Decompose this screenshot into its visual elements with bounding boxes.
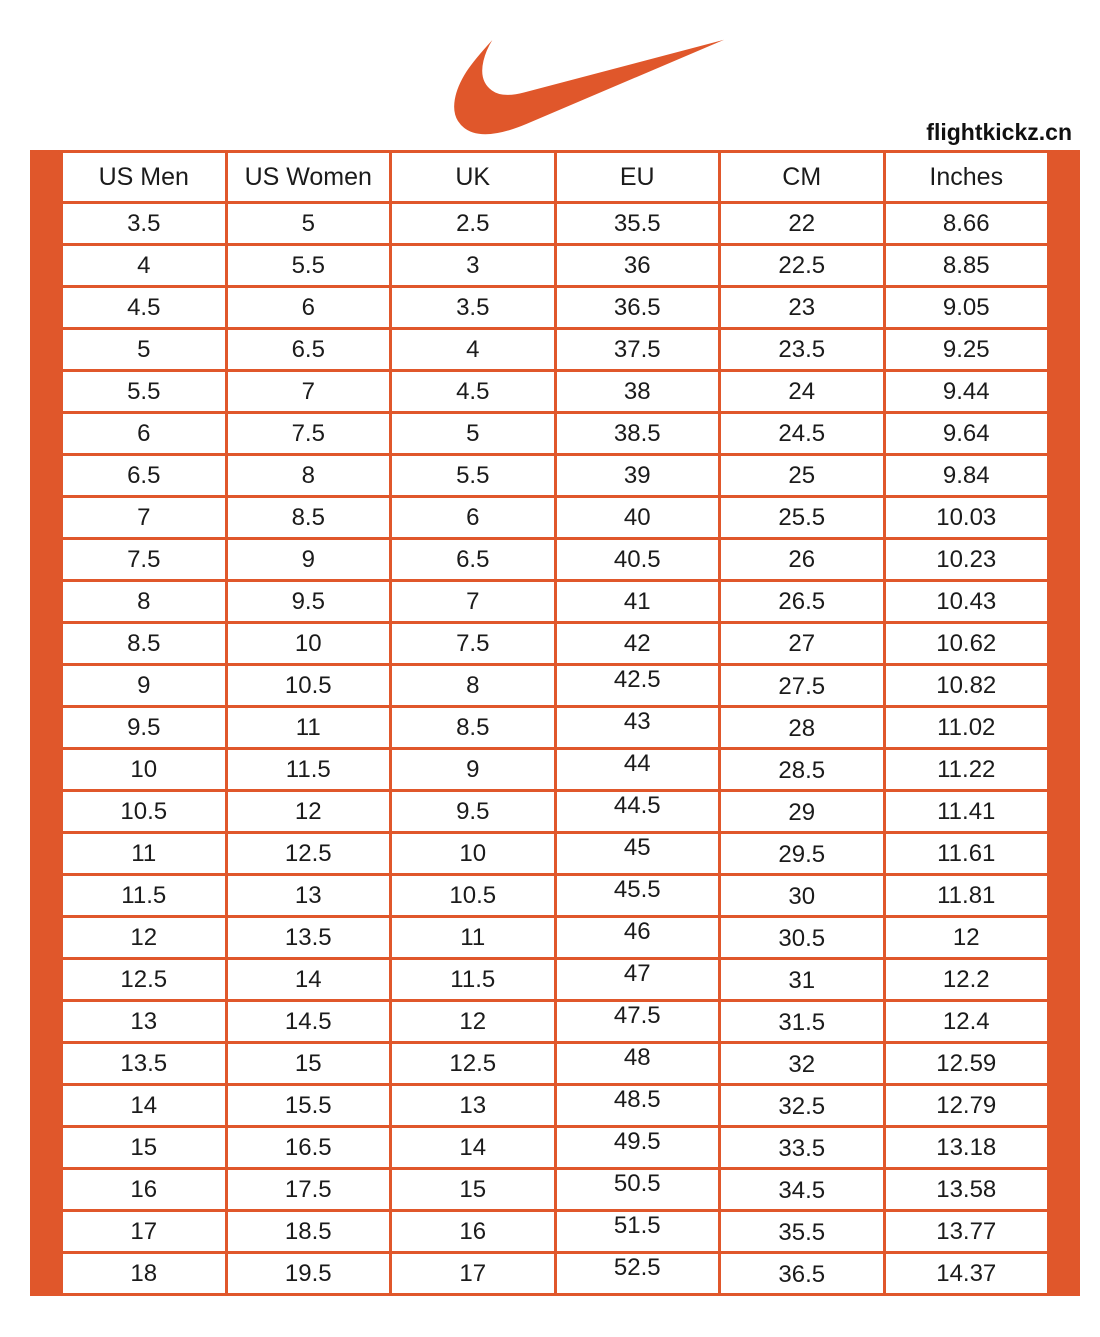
size-cell: 28: [720, 707, 885, 749]
table-row: [62, 1169, 1049, 1211]
size-cell: 8.5: [62, 623, 227, 665]
size-cell: 41: [555, 581, 720, 623]
size-cell: 35.5: [720, 1211, 885, 1253]
size-cell: 10.5: [226, 665, 391, 707]
size-cell: 9.64: [884, 413, 1049, 455]
size-cell: 44: [555, 749, 720, 791]
size-cell: 26.5: [720, 581, 885, 623]
size-cell: 12.2: [884, 959, 1049, 1001]
size-cell: 12: [226, 791, 391, 833]
size-cell: 9.25: [884, 329, 1049, 371]
table-row: [62, 959, 1049, 1001]
size-cell: 45: [555, 833, 720, 875]
header-row: [62, 152, 1049, 203]
table-header: [62, 152, 1049, 203]
size-cell: 42: [555, 623, 720, 665]
size-cell: 43: [555, 707, 720, 749]
table-row: [62, 1043, 1049, 1085]
size-cell: 7.5: [391, 623, 556, 665]
size-cell: 47: [555, 959, 720, 1001]
size-cell: 3.5: [391, 287, 556, 329]
size-cell: 16: [391, 1211, 556, 1253]
size-cell: 3.5: [62, 203, 227, 245]
size-cell: 13: [226, 875, 391, 917]
size-cell: 15: [226, 1043, 391, 1085]
size-cell: 6: [62, 413, 227, 455]
size-cell: 31.5: [720, 1001, 885, 1043]
size-chart-table: [60, 150, 1050, 1296]
size-cell: 5.5: [226, 245, 391, 287]
size-cell: 10.5: [391, 875, 556, 917]
size-cell: 46: [555, 917, 720, 959]
size-cell: 38.5: [555, 413, 720, 455]
size-cell: 5: [391, 413, 556, 455]
table-row: [62, 1127, 1049, 1169]
table-row: [62, 665, 1049, 707]
size-cell: 13.58: [884, 1169, 1049, 1211]
size-cell: 13.5: [62, 1043, 227, 1085]
size-cell: 10.23: [884, 539, 1049, 581]
size-cell: 16: [62, 1169, 227, 1211]
size-cell: 17: [62, 1211, 227, 1253]
column-header-uk: UK: [391, 152, 556, 203]
size-cell: 12.4: [884, 1001, 1049, 1043]
size-cell: 23.5: [720, 329, 885, 371]
table-row: [62, 623, 1049, 665]
table-row: [62, 749, 1049, 791]
size-cell: 4.5: [391, 371, 556, 413]
table-row: [62, 539, 1049, 581]
size-cell: 5.5: [62, 371, 227, 413]
column-header-eu: EU: [555, 152, 720, 203]
size-cell: 9: [62, 665, 227, 707]
size-cell: 42.5: [555, 665, 720, 707]
size-cell: 4.5: [62, 287, 227, 329]
size-cell: 9.5: [62, 707, 227, 749]
size-cell: 12.5: [391, 1043, 556, 1085]
size-cell: 32.5: [720, 1085, 885, 1127]
table-row: [62, 203, 1049, 245]
table-row: [62, 413, 1049, 455]
size-cell: 10.62: [884, 623, 1049, 665]
size-cell: 7: [226, 371, 391, 413]
size-cell: 8: [226, 455, 391, 497]
size-cell: 6: [226, 287, 391, 329]
size-cell: 8: [391, 665, 556, 707]
left-orange-bar: [30, 150, 60, 1296]
size-cell: 28.5: [720, 749, 885, 791]
size-cell: 25.5: [720, 497, 885, 539]
table-row: [62, 875, 1049, 917]
table-row: [62, 1001, 1049, 1043]
size-cell: 10: [226, 623, 391, 665]
size-cell: 12: [884, 917, 1049, 959]
size-cell: 11: [391, 917, 556, 959]
size-cell: 10.03: [884, 497, 1049, 539]
size-cell: 11.81: [884, 875, 1049, 917]
size-cell: 3: [391, 245, 556, 287]
table-row: [62, 455, 1049, 497]
size-cell: 9.5: [226, 581, 391, 623]
size-cell: 8.5: [391, 707, 556, 749]
size-cell: 14: [226, 959, 391, 1001]
size-cell: 11.5: [62, 875, 227, 917]
size-cell: 44.5: [555, 791, 720, 833]
size-cell: 27: [720, 623, 885, 665]
size-cell: 49.5: [555, 1127, 720, 1169]
size-cell: 5: [226, 203, 391, 245]
size-cell: 29.5: [720, 833, 885, 875]
size-cell: 38: [555, 371, 720, 413]
table-row: [62, 1211, 1049, 1253]
size-cell: 32: [720, 1043, 885, 1085]
size-cell: 17.5: [226, 1169, 391, 1211]
logo-row: [0, 0, 1100, 118]
size-cell: 9.44: [884, 371, 1049, 413]
size-cell: 18.5: [226, 1211, 391, 1253]
size-cell: 26: [720, 539, 885, 581]
size-cell: 10.5: [62, 791, 227, 833]
size-cell: 14.5: [226, 1001, 391, 1043]
size-cell: 52.5: [555, 1253, 720, 1295]
size-cell: 9.05: [884, 287, 1049, 329]
size-cell: 45.5: [555, 875, 720, 917]
size-cell: 13: [391, 1085, 556, 1127]
size-cell: 40.5: [555, 539, 720, 581]
size-cell: 16.5: [226, 1127, 391, 1169]
column-header-us-men: US Men: [62, 152, 227, 203]
size-cell: 15.5: [226, 1085, 391, 1127]
table-row: [62, 1253, 1049, 1295]
size-cell: 11.22: [884, 749, 1049, 791]
size-cell: 35.5: [555, 203, 720, 245]
size-cell: 37.5: [555, 329, 720, 371]
watermark-text: flightkickz.cn: [926, 119, 1072, 145]
table-row: [62, 917, 1049, 959]
size-chart-container: [30, 150, 1080, 1296]
size-cell: 7: [391, 581, 556, 623]
size-cell: 11.5: [391, 959, 556, 1001]
table-row: [62, 791, 1049, 833]
size-cell: 36: [555, 245, 720, 287]
size-cell: 7.5: [226, 413, 391, 455]
size-cell: 11.41: [884, 791, 1049, 833]
table-row: [62, 707, 1049, 749]
table-row: [62, 497, 1049, 539]
column-header-inches: Inches: [884, 152, 1049, 203]
size-cell: 14: [62, 1085, 227, 1127]
size-cell: 15: [62, 1127, 227, 1169]
size-cell: 10.82: [884, 665, 1049, 707]
size-cell: 6.5: [62, 455, 227, 497]
size-cell: 8.85: [884, 245, 1049, 287]
size-cell: 13.5: [226, 917, 391, 959]
size-cell: 12.5: [62, 959, 227, 1001]
size-cell: 12.5: [226, 833, 391, 875]
size-cell: 36.5: [555, 287, 720, 329]
table-row: [62, 245, 1049, 287]
size-cell: 48.5: [555, 1085, 720, 1127]
size-cell: 11.5: [226, 749, 391, 791]
size-cell: 7: [62, 497, 227, 539]
table-row: [62, 371, 1049, 413]
size-cell: 4: [391, 329, 556, 371]
table-row: [62, 833, 1049, 875]
size-cell: 14: [391, 1127, 556, 1169]
size-cell: 6.5: [226, 329, 391, 371]
size-cell: 15: [391, 1169, 556, 1211]
size-cell: 6: [391, 497, 556, 539]
size-cell: 39: [555, 455, 720, 497]
size-cell: 24.5: [720, 413, 885, 455]
size-cell: 10.43: [884, 581, 1049, 623]
size-cell: 48: [555, 1043, 720, 1085]
size-cell: 2.5: [391, 203, 556, 245]
size-cell: 33.5: [720, 1127, 885, 1169]
size-cell: 12.79: [884, 1085, 1049, 1127]
size-cell: 18: [62, 1253, 227, 1295]
size-cell: 22.5: [720, 245, 885, 287]
size-cell: 31: [720, 959, 885, 1001]
size-cell: 13.77: [884, 1211, 1049, 1253]
size-cell: 10: [391, 833, 556, 875]
size-cell: 7.5: [62, 539, 227, 581]
size-cell: 30: [720, 875, 885, 917]
size-cell: 11: [226, 707, 391, 749]
size-cell: 22: [720, 203, 885, 245]
table-row: [62, 1085, 1049, 1127]
size-cell: 5: [62, 329, 227, 371]
size-cell: 9.84: [884, 455, 1049, 497]
size-cell: 36.5: [720, 1253, 885, 1295]
size-cell: 13.18: [884, 1127, 1049, 1169]
table-body: [62, 203, 1049, 1295]
size-cell: 8.5: [226, 497, 391, 539]
size-cell: 12: [62, 917, 227, 959]
size-cell: 51.5: [555, 1211, 720, 1253]
size-cell: 47.5: [555, 1001, 720, 1043]
size-cell: 11.02: [884, 707, 1049, 749]
size-cell: 14.37: [884, 1253, 1049, 1295]
size-cell: 23: [720, 287, 885, 329]
size-cell: 10: [62, 749, 227, 791]
size-cell: 6.5: [391, 539, 556, 581]
size-cell: 27.5: [720, 665, 885, 707]
size-cell: 34.5: [720, 1169, 885, 1211]
size-cell: 8.66: [884, 203, 1049, 245]
size-cell: 11.61: [884, 833, 1049, 875]
size-cell: 19.5: [226, 1253, 391, 1295]
table-row: [62, 581, 1049, 623]
size-cell: 29: [720, 791, 885, 833]
size-cell: 40: [555, 497, 720, 539]
size-cell: 30.5: [720, 917, 885, 959]
size-cell: 13: [62, 1001, 227, 1043]
right-orange-bar: [1050, 150, 1080, 1296]
size-cell: 9.5: [391, 791, 556, 833]
size-cell: 25: [720, 455, 885, 497]
column-header-us-women: US Women: [226, 152, 391, 203]
size-cell: 12: [391, 1001, 556, 1043]
size-cell: 9: [226, 539, 391, 581]
size-cell: 5.5: [391, 455, 556, 497]
size-cell: 17: [391, 1253, 556, 1295]
size-cell: 50.5: [555, 1169, 720, 1211]
size-cell: 8: [62, 581, 227, 623]
size-cell: 12.59: [884, 1043, 1049, 1085]
table-row: [62, 287, 1049, 329]
size-cell: 11: [62, 833, 227, 875]
size-cell: 4: [62, 245, 227, 287]
column-header-cm: CM: [720, 152, 885, 203]
size-cell: 24: [720, 371, 885, 413]
size-cell: 9: [391, 749, 556, 791]
table-row: [62, 329, 1049, 371]
